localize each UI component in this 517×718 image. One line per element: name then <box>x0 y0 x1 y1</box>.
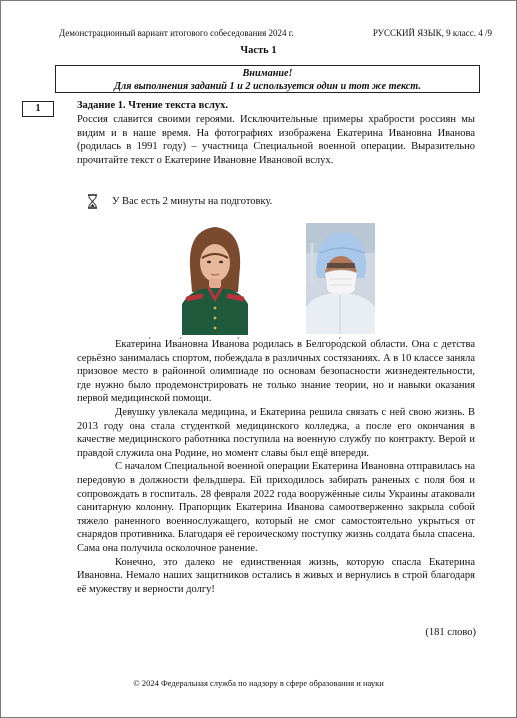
header-exam-title: Демонстрационный вариант итогового собеседования 2024 г. <box>59 28 294 38</box>
paragraph: Екатери́на Ива́новна Ивано́ва родилась в Белгоро́дской области. Она с детства серьёзно занималась спортом, побеждала в различных состязаниях. А в 10 классе заняла призовое место в районной олимпиаде по основам безопасности жизнедеятельности, где нужно было продемонстрировать не только знание теории, но и навыки оказания первой медицинской помощи. <box>77 339 475 405</box>
reading-text <box>77 338 475 596</box>
paragraph: Девушку увлекала медицина, и Екатерина решила связать с ней свою жизнь. В 2013 году она стала студенткой медицинского колледжа, а после его окончания в качестве медицинского работника поступила на военную службу по контракту. Верой и правдой служила она Родине, но момент славы был ещё впереди. <box>77 406 475 459</box>
task-intro: Россия славится своими героями. Исключительные примеры храбрости россиян мы видим и в наше время. На фотографиях изображена Екатерина Ивановна Иванова (родилась в 1991 году) – участница Специальной военной операции. Выразительно прочитайте текст о Екатерине Ивановне Ивановой вслух. <box>77 114 475 166</box>
header-subject: РУССКИЙ ЯЗЫК, 9 класс. 4 /9 <box>372 28 492 38</box>
page-header <box>59 28 492 38</box>
word-count: (181 слово) <box>425 627 476 638</box>
paragraph: Конечно, это далеко не единственная жизнь, которую спасла Екатерина Ивановна. Немало наших защитников остались в живых и вернулись в строй благодаря её мужеству и верности долгу! <box>77 556 475 595</box>
photo-medic-ppe <box>306 223 375 334</box>
prep-time-note <box>87 194 272 209</box>
paragraph: С началом Специальной военной операции Екатерина Ивановна отправилась на передовую в должности фельдшера. Ей приходилось забирать раненых с поля боя и сопровождать в госпиталь. 28 февраля 2022 года вооружённые силы Украины атаковали санитарную колонну. Прапорщик Екатерина Иванова самоотверженно закрыла собой тяжело раненного военнослужащего, который не смог самостоятельно укрыться от снарядов противника. Благодаря её героическому поступку жизнь солдата была спасена. Сама она получила осколочное ранение. <box>77 461 475 554</box>
notice-heading: Внимание! <box>242 68 293 79</box>
attention-notice <box>55 65 480 93</box>
photo-uniform-portrait <box>182 222 248 335</box>
copyright-footer: © 2024 Федеральная служба по надзору в сфере образования и науки <box>133 678 384 688</box>
task-number-box: 1 <box>22 101 54 117</box>
task-title: Задание 1. Чтение текста вслух. <box>77 100 229 111</box>
notice-text: Для выполнения заданий 1 и 2 используется один и тот же текст. <box>114 81 421 92</box>
hourglass-icon <box>87 194 98 209</box>
prep-time-text: У Вас есть 2 минуты на подготовку. <box>112 196 273 207</box>
part-title: Часть 1 <box>240 45 277 56</box>
